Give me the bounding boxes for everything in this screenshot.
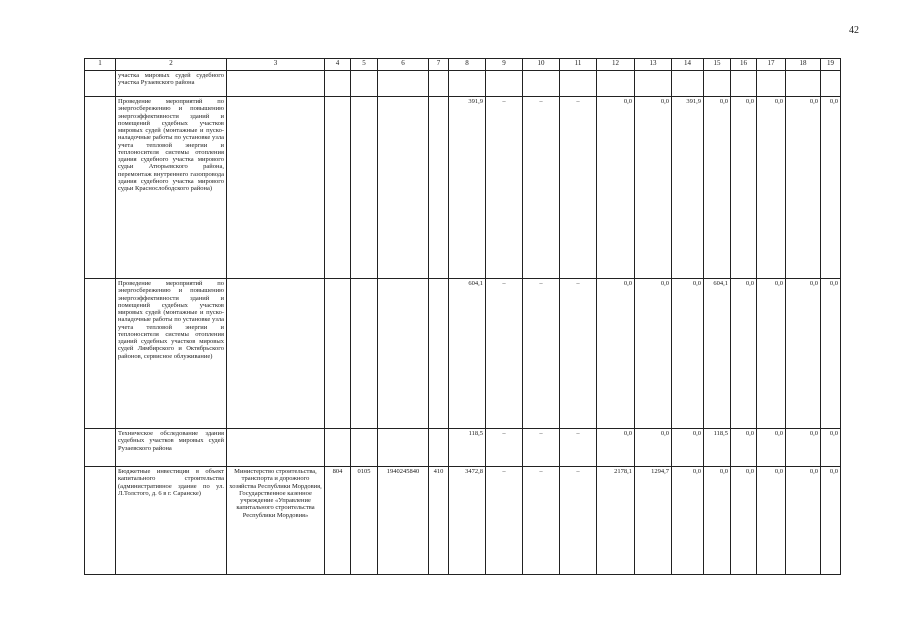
value-cell-c8: 391,9 [449, 97, 486, 279]
column-header: 10 [523, 59, 560, 71]
value-cell-c13: 0,0 [635, 279, 672, 429]
value-cell-c17: 0,0 [757, 429, 786, 467]
value-cell-c15: 604,1 [704, 279, 731, 429]
value-cell-c5 [351, 71, 378, 97]
value-cell-c5: 0105 [351, 467, 378, 575]
value-cell-c11: – [560, 429, 597, 467]
description-cell: Техническое обследование здания судебных участков мировых судей Рузаевского района [116, 429, 227, 467]
column-header: 19 [821, 59, 841, 71]
value-cell-c10: – [523, 429, 560, 467]
table-row [85, 71, 841, 97]
value-cell-c12: 2178,1 [597, 467, 635, 575]
description-cell: участка мировых судей судебного участка Рузаевского района [116, 71, 227, 97]
value-cell-c6 [378, 429, 429, 467]
value-cell-c17: 0,0 [757, 97, 786, 279]
number-cell [85, 71, 116, 97]
value-cell-c4 [325, 97, 351, 279]
column-header: 13 [635, 59, 672, 71]
column-header: 14 [672, 59, 704, 71]
column-header: 11 [560, 59, 597, 71]
value-cell-c13: 1294,7 [635, 467, 672, 575]
value-cell-c14 [672, 71, 704, 97]
column-header: 15 [704, 59, 731, 71]
value-cell-c15 [704, 71, 731, 97]
value-cell-c8: 3472,8 [449, 467, 486, 575]
value-cell-c19: 0,0 [821, 279, 841, 429]
ministry-cell [227, 279, 325, 429]
value-cell-c16: 0,0 [731, 97, 757, 279]
value-cell-c6 [378, 279, 429, 429]
value-cell-c8: 604,1 [449, 279, 486, 429]
value-cell-c14: 0,0 [672, 467, 704, 575]
column-header: 3 [227, 59, 325, 71]
value-cell-c18 [786, 71, 821, 97]
value-cell-c7 [429, 71, 449, 97]
value-cell-c9: – [486, 467, 523, 575]
value-cell-c12: 0,0 [597, 429, 635, 467]
value-cell-c16 [731, 71, 757, 97]
value-cell-c19: 0,0 [821, 97, 841, 279]
table-row [85, 97, 841, 279]
value-cell-c19 [821, 71, 841, 97]
table-row [85, 467, 841, 575]
value-cell-c14: 391,9 [672, 97, 704, 279]
value-cell-c15: 0,0 [704, 97, 731, 279]
number-cell [85, 467, 116, 575]
value-cell-c15: 118,5 [704, 429, 731, 467]
value-cell-c19: 0,0 [821, 429, 841, 467]
value-cell-c12 [597, 71, 635, 97]
value-cell-c11 [560, 71, 597, 97]
value-cell-c12: 0,0 [597, 279, 635, 429]
budget-table [84, 58, 841, 575]
description-cell: Проведение мероприятий по энергосбережению и повышению энергоэффективности зданий и помещений судебных участков мировых судей (монтажные и пуско-наладочные работы по установке узла учета тепловой энергии и теплоносителя системы отопления здания судебного участка мирового судьи Атюрьевского района, перемонтаж внутреннего газопровода здания судебного участка мирового судьи Краснослободского района) [116, 97, 227, 279]
value-cell-c6 [378, 71, 429, 97]
ministry-cell [227, 97, 325, 279]
value-cell-c8: 118,5 [449, 429, 486, 467]
value-cell-c18: 0,0 [786, 279, 821, 429]
number-cell [85, 97, 116, 279]
number-cell [85, 279, 116, 429]
value-cell-c4 [325, 71, 351, 97]
value-cell-c11: – [560, 279, 597, 429]
value-cell-c18: 0,0 [786, 97, 821, 279]
value-cell-c17: 0,0 [757, 279, 786, 429]
value-cell-c13: 0,0 [635, 429, 672, 467]
column-header: 5 [351, 59, 378, 71]
column-header: 16 [731, 59, 757, 71]
column-header: 7 [429, 59, 449, 71]
column-header: 17 [757, 59, 786, 71]
description-cell: Проведение мероприятий по энергосбережению и повышению энергоэффективности зданий и помещений судебных участков мировых судей (монтажные и пуско-наладочные работы по установке узла учета тепловой энергии и теплоносителя системы отопления зданий судебных участков мировых судей Лямбирского и Октябрьского районов, сервисное облуживание) [116, 279, 227, 429]
description-cell: Бюджетные инвестиции в объект капитального строительства (административное здание по ул. Л.Толстого, д. 6 в г. Саранске) [116, 467, 227, 575]
value-cell-c7 [429, 429, 449, 467]
value-cell-c17 [757, 71, 786, 97]
ministry-cell [227, 429, 325, 467]
value-cell-c4 [325, 279, 351, 429]
value-cell-c16: 0,0 [731, 279, 757, 429]
value-cell-c4: 804 [325, 467, 351, 575]
value-cell-c18: 0,0 [786, 429, 821, 467]
column-header: 12 [597, 59, 635, 71]
value-cell-c5 [351, 429, 378, 467]
table-row [85, 429, 841, 467]
value-cell-c9: – [486, 279, 523, 429]
number-cell [85, 429, 116, 467]
value-cell-c8 [449, 71, 486, 97]
ministry-cell [227, 71, 325, 97]
value-cell-c13: 0,0 [635, 97, 672, 279]
value-cell-c10: – [523, 97, 560, 279]
value-cell-c17: 0,0 [757, 467, 786, 575]
value-cell-c15: 0,0 [704, 467, 731, 575]
value-cell-c4 [325, 429, 351, 467]
value-cell-c14: 0,0 [672, 429, 704, 467]
value-cell-c9: – [486, 429, 523, 467]
page-number: 42 [849, 25, 859, 36]
header-row [85, 59, 841, 71]
value-cell-c16: 0,0 [731, 467, 757, 575]
value-cell-c11: – [560, 97, 597, 279]
value-cell-c9 [486, 71, 523, 97]
value-cell-c7 [429, 97, 449, 279]
column-header: 2 [116, 59, 227, 71]
value-cell-c5 [351, 279, 378, 429]
column-header: 18 [786, 59, 821, 71]
value-cell-c9: – [486, 97, 523, 279]
value-cell-c10 [523, 71, 560, 97]
value-cell-c12: 0,0 [597, 97, 635, 279]
value-cell-c11: – [560, 467, 597, 575]
value-cell-c6 [378, 97, 429, 279]
column-header: 9 [486, 59, 523, 71]
value-cell-c5 [351, 97, 378, 279]
value-cell-c7 [429, 279, 449, 429]
column-header: 6 [378, 59, 429, 71]
value-cell-c16: 0,0 [731, 429, 757, 467]
column-header: 4 [325, 59, 351, 71]
value-cell-c13 [635, 71, 672, 97]
value-cell-c6: 1940245840 [378, 467, 429, 575]
table-row [85, 279, 841, 429]
value-cell-c19: 0,0 [821, 467, 841, 575]
column-header: 8 [449, 59, 486, 71]
value-cell-c18: 0,0 [786, 467, 821, 575]
value-cell-c10: – [523, 467, 560, 575]
ministry-cell: Министерство строительства, транспорта и дорожного хозяйства Республики Мордовия, Государственное казенное учреждение «Управление капитального строительства Республики Мордовия» [227, 467, 325, 575]
value-cell-c10: – [523, 279, 560, 429]
value-cell-c7: 410 [429, 467, 449, 575]
value-cell-c14: 0,0 [672, 279, 704, 429]
column-header: 1 [85, 59, 116, 71]
